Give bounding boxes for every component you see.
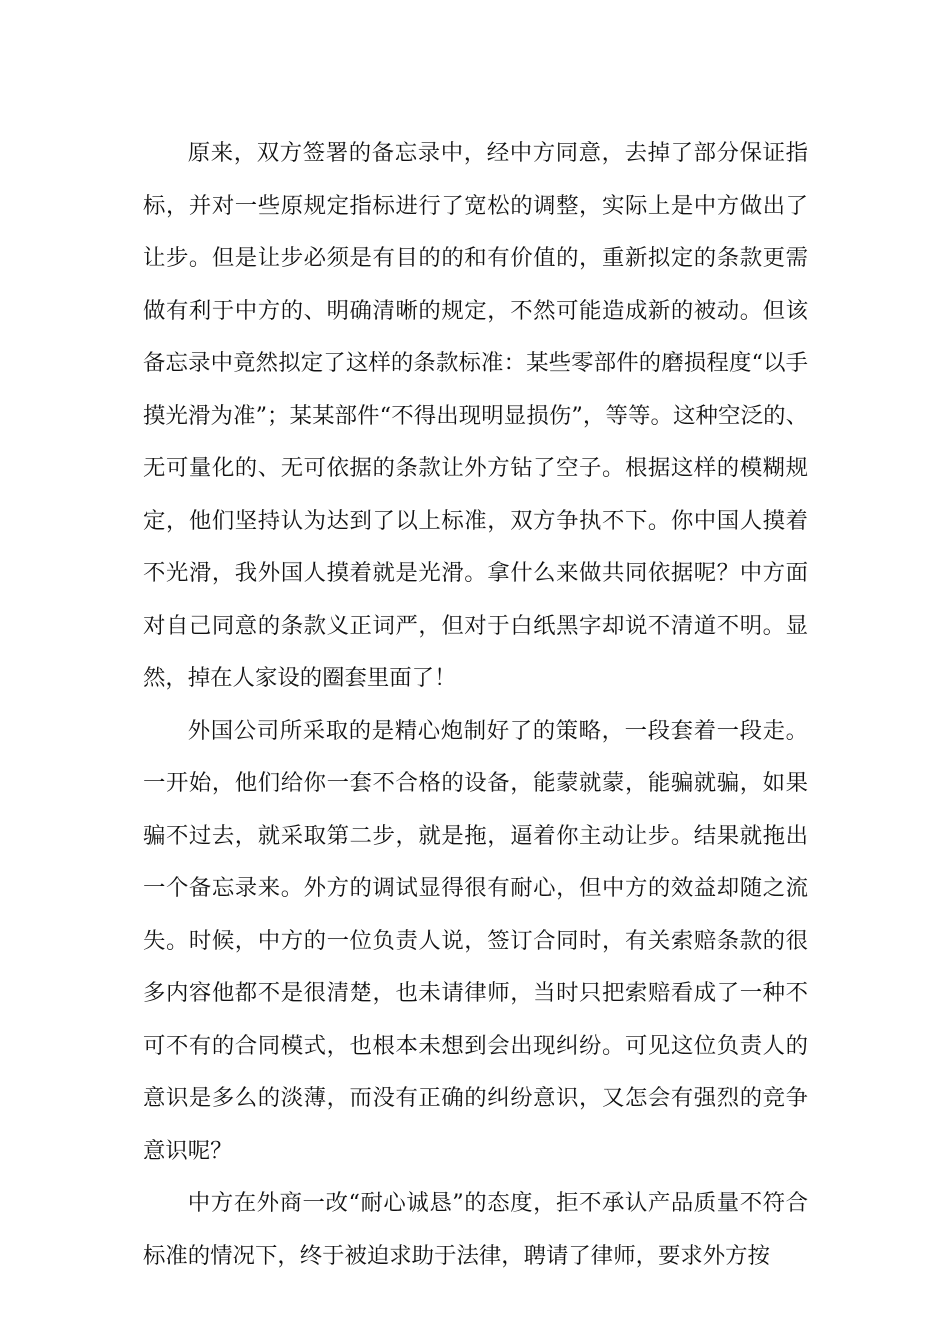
paragraph-1: 原来，双方签署的备忘录中，经中方同意，去掉了部分保证指标，并对一些原规定指标进行了宽松的调整，实际上是中方做出了让步。但是让步必须是有目的的和有价值的，重新拟定的条款更需做有利于中方的、明确清晰的规定，不然可能造成新的被动。但该备忘录中竟然拟定了这样的条款标准：某些零部件的磨损程度“以手摸光滑为准”；某某部件“不得出现明显损伤”，等等。这种空泛的、无可量化的、无可依据的条款让外方钻了空子。根据这样的模糊规定，他们坚持认为达到了以上标准，双方争执不下。你中国人摸着不光滑，我外国人摸着就是光滑。拿什么来做共同依据呢？中方面对自己同意的条款义正词严，但对于白纸黑字却说不清道不明。显然，掉在人家设的圈套里面了！ bbox=[143, 140, 808, 691]
paragraph-2: 外国公司所采取的是精心炮制好了的策略，一段套着一段走。一开始，他们给你一套不合格的设备，能蒙就蒙，能骗就骗，如果骗不过去，就采取第二步，就是拖，逼着你主动让步。结果就拖出一个备忘录来。外方的调试显得很有耐心，但中方的效益却随之流失。时候，中方的一位负责人说，签订合同时，有关索赔条款的很多内容他都不是很清楚，也未请律师，当时只把索赔看成了一种不可不有的合同模式，也根本未想到会出现纠纷。可见这位负责人的意识是多么的淡薄，而没有正确的纠纷意识，又怎会有强烈的竞争意识呢？ bbox=[143, 717, 808, 1164]
document-page bbox=[143, 127, 808, 1282]
paragraph-3: 中方在外商一改“耐心诚恳”的态度，拒不承认产品质量不符合标准的情况下，终于被迫求助于法律，聘请了律师，要求外方按 bbox=[143, 1190, 808, 1269]
